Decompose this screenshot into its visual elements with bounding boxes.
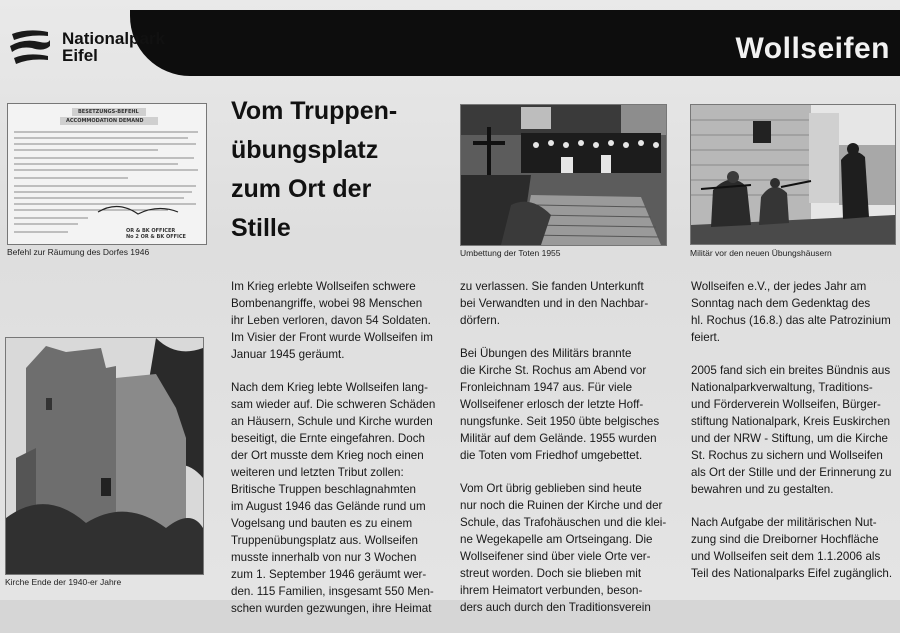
col2-paragraph-1: zu verlassen. Sie fanden Unterkunft bei Verwandten und in den Nachbar- dörfern. — [460, 280, 649, 327]
reburial-image — [461, 105, 666, 245]
headline-text: Vom Truppen- übungsplatz zum Ort der Stille — [231, 97, 398, 242]
park-name-line1: Nationalpark — [62, 29, 165, 48]
col3-paragraph-2: 2005 fand sich ein breites Bündnis aus Nationalparkverwaltung, Traditions- und Förderverein Wollseifen, Bürger- stiftung Nationalpark, Kreis Euskirchen und der NRW - Stiftung, um die Kirche St. Rochus zu sichern und Wollseifen als Ort der Stille und der Erinnerung zu bewahren und zu gestalten. — [691, 364, 892, 496]
military-image — [691, 105, 895, 244]
col1-paragraph-2: Nach dem Krieg lebte Wollseifen lang- sam wieder auf. Die schweren Schäden an Häusern, Schule und Kirche wurden beseitigt, die Ernte eingefahren. Doch der Ort musste dem Krieg noch einen weiteren und letzten Tribut zollen: Britische Truppen beschlagnahmten im August 1946 das Gelände rund um Vogelsang und bauten es zu einem Truppenübungsplatz aus. Wollseifen musste innerhalb von nur 3 Wochen zum 1. September 1946 geräumt wer- den. 115 Familien, insgesamt 550 Men- schen wurden gezwungen, ihre Heimat — [231, 381, 436, 615]
place-title: Wollseifen — [735, 32, 890, 65]
reburial-caption: Umbettung der Toten 1955 — [460, 248, 561, 258]
nationalpark-logo-icon — [8, 26, 52, 66]
military-caption: Militär vor den neuen Übungshäusern — [690, 248, 832, 258]
text-column-2 — [460, 278, 675, 632]
reburial-photo — [460, 104, 667, 246]
evacuation-order-photo — [7, 103, 207, 245]
doc-title-de: BESETZUNGS-BEFEHL — [78, 109, 139, 115]
military-photo — [690, 104, 896, 245]
col2-paragraph-2: Bei Übungen des Militärs brannte die Kirche St. Rochus am Abend vor Fronleichnam 1947 aus. Für viele Wollseifener erlosch der letzte Hoff- nungsfunke. Seit 1950 übte belgisches Militär auf dem Gelände. 1955 wurden die Toten vom Friedhof umgebettet. — [460, 347, 660, 462]
evacuation-order-caption: Befehl zur Räumung des Dorfes 1946 — [7, 247, 150, 257]
park-name-line2: Eifel — [62, 46, 98, 65]
church-ruin-image — [6, 338, 203, 574]
col3-paragraph-3: Nach Aufgabe der militärischen Nut- zung sind die Dreiborner Hochfläche und Wollseifen seit dem 1.1.2006 als Teil des Nationalparks Eifel zugänglich. — [691, 516, 893, 580]
col1-paragraph-1: Im Krieg erlebte Wollseifen schwere Bombenangriffe, wobei 98 Menschen ihr Leben verloren, davon 54 Soldaten. Im Visier der Front wurde Wollseifen im Januar 1945 geräumt. — [231, 280, 433, 361]
document-lines — [8, 104, 206, 244]
headline — [231, 92, 451, 248]
text-column-3 — [691, 278, 899, 598]
col3-paragraph-1: Wollseifen e.V., der jedes Jahr am Sonntag nach dem Gedenktag des hl. Rochus (16.8.) das alte Patrozinium feiert. — [691, 280, 891, 344]
doc-title-en: ACCOMMODATION DEMAND — [66, 118, 144, 124]
church-ruin-photo — [5, 337, 204, 575]
doc-stamp: OR & BK OFFICER No 2 OR & BK OFFICE — [126, 228, 186, 240]
church-ruin-caption: Kirche Ende der 1940-er Jahre — [5, 577, 122, 587]
text-column-1 — [231, 278, 446, 633]
park-name — [62, 30, 165, 64]
col2-paragraph-3: Vom Ort übrig geblieben sind heute nur noch die Ruinen der Kirche und der Schule, das Trafohäuschen und die klei- ne Wegekapelle am Ortseingang. Die Wollseifener sind über viele Orte ver- streut worden. Doch sie blieben mit ihrem Heimatort verbunden, beson- ders auch durch den Traditionsverein — [460, 482, 667, 614]
